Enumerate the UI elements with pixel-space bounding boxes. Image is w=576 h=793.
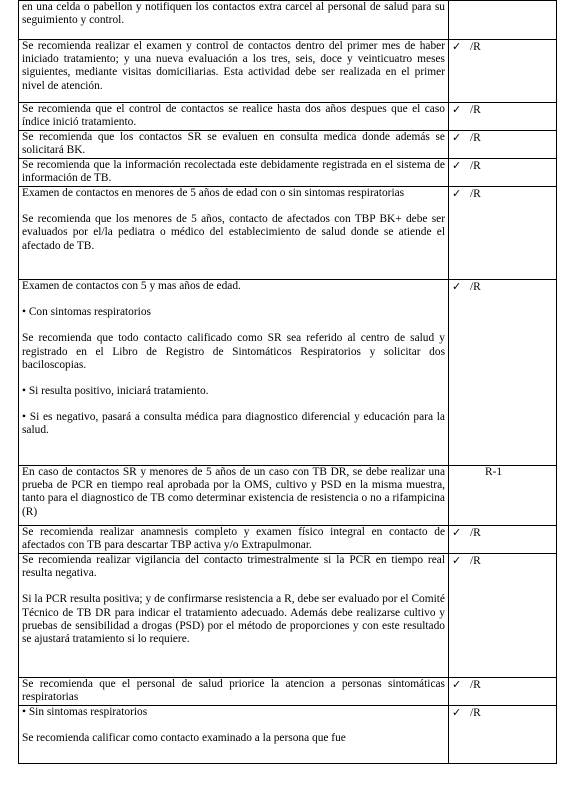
recommendation-row — [19, 131, 557, 159]
recommendation-paragraph: Se recomienda que los contactos SR se evaluen en consulta medica donde además se solicitará BK. — [22, 131, 445, 157]
evidence-cell — [449, 678, 557, 706]
check-icon: ✓ — [452, 706, 462, 719]
recommendation-text-cell — [19, 280, 449, 466]
recommendation-row — [19, 706, 557, 764]
paragraph-gap — [22, 200, 445, 213]
recommendation-paragraph: En caso de contactos SR y menores de 5 años de un caso con TB DR, se debe realizar una prueba de PCR en tiempo real aprobada por la OMS, cultivo y PSD en la misma muestra, tanto para el diagnostico de TB como determinar existencia de resistencia o no a rifampicina (R) — [22, 466, 445, 518]
recommendation-grade: /R — [470, 707, 481, 719]
recommendation-grade: /R — [470, 160, 481, 172]
recommendation-paragraph: Examen de contactos en menores de 5 años de edad con o sin sintomas respiratorias — [22, 187, 405, 199]
paragraph-gap — [22, 319, 445, 332]
check-icon: ✓ — [452, 554, 462, 567]
recommendation-row — [19, 159, 557, 187]
check-icon: ✓ — [452, 187, 462, 200]
recommendation-grade: /R — [470, 555, 481, 567]
recommendation-grade: /R — [470, 41, 481, 53]
recommendation-text-cell — [19, 678, 449, 706]
recommendation-paragraph: • Con sintomas respiratorios — [22, 306, 151, 319]
evidence-cell — [449, 131, 557, 159]
recommendation-grade: /R — [470, 679, 481, 691]
recommendation-text-cell — [19, 159, 449, 187]
check-icon: ✓ — [452, 526, 462, 539]
recommendation-text-cell — [19, 706, 449, 764]
evidence-cell — [449, 1, 557, 40]
recommendation-grade: /R — [470, 104, 481, 116]
evidence-cell — [449, 554, 557, 678]
recommendation-paragraph: Se recomienda que el control de contactos se realice hasta dos años despues que el caso índice inició tratamiento. — [22, 103, 445, 129]
recommendation-text-cell — [19, 526, 449, 554]
recommendation-paragraph: en una celda o pabellon y notifiquen los contactos extra carcel al personal de salud para su seguimiento y control. — [22, 1, 445, 27]
recommendation-text-cell — [19, 554, 449, 678]
recommendation-grade: /R — [470, 527, 481, 539]
recommendation-text-cell — [19, 40, 449, 103]
check-icon: ✓ — [452, 678, 462, 691]
evidence-cell — [449, 187, 557, 280]
recommendation-row — [19, 40, 557, 103]
evidence-cell — [449, 526, 557, 554]
recommendation-text-cell — [19, 1, 449, 40]
recommendation-grade: /R — [470, 188, 481, 200]
recommendation-text-cell — [19, 103, 449, 131]
evidence-cell — [449, 706, 557, 764]
check-icon: ✓ — [452, 280, 462, 293]
recommendation-row — [19, 526, 557, 554]
evidence-cell — [449, 159, 557, 187]
recommendation-grade: /R — [470, 132, 481, 144]
recommendation-paragraph: • Si es negativo, pasará a consulta médica para diagnostico diferencial y educación para la salud. — [22, 411, 445, 437]
paragraph-gap — [22, 293, 445, 306]
recommendation-row — [19, 678, 557, 706]
paragraph-gap — [22, 372, 445, 385]
check-icon: ✓ — [452, 103, 462, 116]
recommendation-grade: /R — [470, 281, 481, 293]
recommendation-text-cell — [19, 466, 449, 526]
recommendation-row — [19, 103, 557, 131]
recommendation-row — [19, 1, 557, 40]
recommendation-text-cell — [19, 131, 449, 159]
recommendation-paragraph: Examen de contactos con 5 y mas años de edad. — [22, 280, 241, 292]
evidence-cell — [449, 40, 557, 103]
evidence-cell — [449, 466, 557, 526]
paragraph-gap — [22, 398, 445, 411]
recommendation-paragraph: Se recomienda que la información recolectada este debidamente registrada en el sistema de información de TB. — [22, 159, 445, 185]
recommendation-paragraph: Se recomienda realizar vigilancia del contacto trimestralmente si la PCR en tiempo real resulta negativa. — [22, 554, 445, 580]
recommendation-paragraph: Se recomienda que los menores de 5 años, contacto de afectados con TBP BK+ debe ser evaluados por el/la pediatra o médico del establecimiento de salud donde se atiende el afectado de TB. — [22, 213, 445, 252]
recommendation-text-cell — [19, 187, 449, 280]
check-icon: ✓ — [452, 159, 462, 172]
evidence-cell — [449, 103, 557, 131]
check-icon: ✓ — [452, 131, 462, 144]
recommendation-row — [19, 554, 557, 678]
recommendation-paragraph: Se recomienda realizar el examen y control de contactos dentro del primer mes de haber iniciado tratamiento; y una nueva evaluación a los tres, seis, doce y veinticuatro meses siguientes, mediante visitas domiciliarias. Esta actividad debe ser realizada en el primer nivel de atención. — [22, 40, 445, 92]
recommendation-paragraph: Se recomienda que el personal de salud priorice la atencion a personas sintomáticas respiratorias — [22, 678, 445, 704]
recommendation-paragraph: • Sin sintomas respiratorios — [22, 706, 148, 718]
recommendation-paragraph: Se recomienda realizar anamnesis completo y examen físico integral en contacto de afectados con TB para descartar TBP activa y/o Extrapulmonar. — [22, 526, 445, 552]
recommendation-paragraph: • Si resulta positivo, iniciará tratamiento. — [22, 385, 209, 398]
check-icon: ✓ — [452, 40, 462, 53]
recommendation-row — [19, 280, 557, 466]
evidence-level: R-1 — [485, 466, 503, 478]
recommendation-row — [19, 187, 557, 280]
recommendations-table — [18, 0, 557, 764]
recommendation-row — [19, 466, 557, 526]
paragraph-gap — [22, 580, 445, 593]
recommendations-body — [19, 1, 557, 764]
paragraph-gap — [22, 719, 445, 732]
recommendation-paragraph: Se recomienda que todo contacto calificado como SR sea referido al centro de salud y registrado en el Libro de Registro de Sintomáticos Respiratorios y solicitar dos baciloscopias. — [22, 332, 445, 371]
evidence-cell — [449, 280, 557, 466]
recommendation-paragraph: Se recomienda calificar como contacto examinado a la persona que fue — [22, 732, 346, 745]
recommendation-paragraph: Si la PCR resulta positiva; y de confirmarse resistencia a R, debe ser evaluado por el Comité Técnico de TB DR para indicar el tratamiento adecuado. Además debe realizarse cultivo y pruebas de sensibilidad a drogas (PSD) por el método de proporciones y con este resultado se ajustará tratamiento si lo requiere. — [22, 593, 445, 646]
